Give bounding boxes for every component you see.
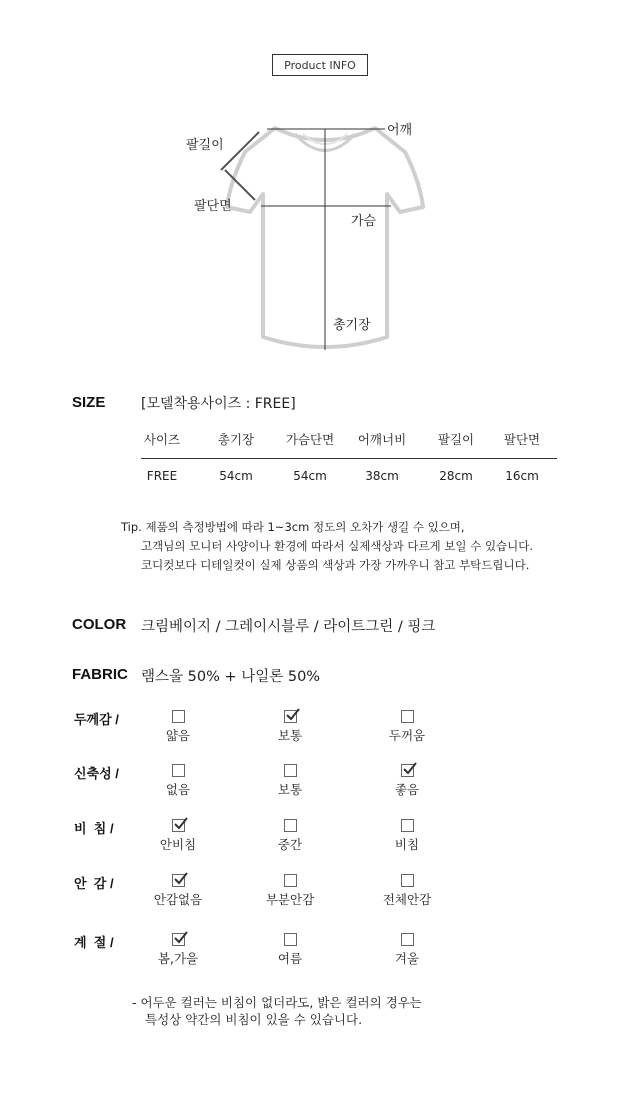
size-table xyxy=(141,428,557,491)
size-cell: 54cm xyxy=(219,469,253,483)
attribute-option[interactable] xyxy=(362,710,452,744)
checkbox-unchecked[interactable] xyxy=(172,764,185,777)
attribute-option[interactable] xyxy=(133,933,223,967)
option-label: 안감없음 xyxy=(153,892,203,907)
checkbox-unchecked[interactable] xyxy=(401,819,414,832)
checkbox-unchecked[interactable] xyxy=(284,874,297,887)
size-header-cell: 가슴단면 xyxy=(285,432,335,447)
size-header-cell: 팔길이 xyxy=(437,432,475,447)
tip-line: 코디컷보다 디테일컷이 실제 상품의 색상과 가장 가까우니 참고 부탁드립니다. xyxy=(141,558,530,572)
checkbox-unchecked[interactable] xyxy=(284,933,297,946)
label-sleeve-length: 팔길이 xyxy=(186,138,224,153)
attribute-option[interactable] xyxy=(245,764,335,798)
note-line: 특성상 약간의 비침이 있을 수 있습니다. xyxy=(145,1012,363,1027)
size-key: SIZE xyxy=(72,394,106,411)
size-cell: FREE xyxy=(146,469,178,483)
size-header-cell: 총기장 xyxy=(217,432,255,447)
attribute-label: 비 침 / xyxy=(74,821,114,836)
option-label: 봄,가을 xyxy=(157,951,199,966)
measurement-tip xyxy=(121,518,533,575)
attribute-label: 두께감 / xyxy=(74,712,119,727)
option-label: 두꺼움 xyxy=(388,728,426,743)
option-label: 비침 xyxy=(394,837,420,852)
size-cell: 28cm xyxy=(439,469,473,483)
size-cell: 38cm xyxy=(365,469,399,483)
attribute-label: 안 감 / xyxy=(74,876,114,891)
label-total-length: 총기장 xyxy=(333,318,371,333)
checkbox-checked[interactable] xyxy=(172,933,185,946)
option-label: 전체안감 xyxy=(382,892,432,907)
checkbox-checked[interactable] xyxy=(172,874,185,887)
size-table-row xyxy=(141,469,557,491)
option-label: 보통 xyxy=(277,728,303,743)
attribute-option[interactable] xyxy=(133,764,223,798)
check-icon xyxy=(284,707,300,723)
size-table-header xyxy=(141,428,557,459)
checkbox-unchecked[interactable] xyxy=(284,764,297,777)
size-cell: 54cm xyxy=(293,469,327,483)
checkbox-unchecked[interactable] xyxy=(401,933,414,946)
option-label: 좋음 xyxy=(394,782,420,797)
label-sleeve-width: 팔단면 xyxy=(194,199,232,214)
checkbox-unchecked[interactable] xyxy=(401,874,414,887)
option-label: 여름 xyxy=(277,951,303,966)
garment-diagram xyxy=(215,112,435,362)
tip-line: Tip. 제품의 측정방법에 따라 1~3cm 정도의 오차가 생길 수 있으며, xyxy=(121,520,465,534)
option-label: 부분안감 xyxy=(265,892,315,907)
size-header-cell: 팔단면 xyxy=(503,432,541,447)
attribute-label: 신축성 / xyxy=(74,766,119,781)
checkbox-unchecked[interactable] xyxy=(172,710,185,723)
checkbox-checked[interactable] xyxy=(401,764,414,777)
option-label: 보통 xyxy=(277,782,303,797)
option-label: 얇음 xyxy=(165,728,191,743)
checkbox-unchecked[interactable] xyxy=(284,819,297,832)
check-icon xyxy=(172,930,188,946)
attribute-option[interactable] xyxy=(245,819,335,853)
check-icon xyxy=(172,816,188,832)
size-cell: 16cm xyxy=(505,469,539,483)
option-label: 없음 xyxy=(165,782,191,797)
checkbox-checked[interactable] xyxy=(172,819,185,832)
tip-line: 고객님의 모니터 사양이나 환경에 따라서 실제색상과 다르게 보일 수 있습니다. xyxy=(141,539,534,553)
attribute-option[interactable] xyxy=(133,710,223,744)
size-header-cell: 어깨너비 xyxy=(357,432,407,447)
attribute-option[interactable] xyxy=(245,874,335,908)
model-size-note: [모델착용사이즈 : FREE] xyxy=(141,396,296,412)
check-icon xyxy=(401,761,417,777)
color-key: COLOR xyxy=(72,616,127,633)
option-label: 중간 xyxy=(277,837,303,852)
attribute-option[interactable] xyxy=(245,933,335,967)
option-label: 안비침 xyxy=(159,837,197,852)
attribute-option[interactable] xyxy=(362,874,452,908)
fabric-value: 램스울 50% + 나일론 50% xyxy=(141,669,321,685)
attribute-option[interactable] xyxy=(245,710,335,744)
attribute-option[interactable] xyxy=(133,874,223,908)
checkbox-unchecked[interactable] xyxy=(401,710,414,723)
attribute-option[interactable] xyxy=(133,819,223,853)
product-info-title: Product INFO xyxy=(272,54,368,76)
checkbox-checked[interactable] xyxy=(284,710,297,723)
attribute-option[interactable] xyxy=(362,933,452,967)
color-value: 크림베이지 / 그레이시블루 / 라이트그린 / 핑크 xyxy=(141,619,436,635)
check-icon xyxy=(172,871,188,887)
attribute-option[interactable] xyxy=(362,764,452,798)
note-line: - 어두운 컬러는 비침이 없더라도, 밝은 컬러의 경우는 xyxy=(132,995,422,1010)
option-label: 겨울 xyxy=(394,951,420,966)
size-header-cell: 사이즈 xyxy=(143,432,181,447)
attribute-option[interactable] xyxy=(362,819,452,853)
transparency-note xyxy=(132,994,422,1028)
fabric-key: FABRIC xyxy=(72,666,128,683)
attribute-label: 계 절 / xyxy=(74,935,114,950)
label-chest: 가슴 xyxy=(351,214,377,229)
label-shoulder: 어깨 xyxy=(387,123,413,138)
